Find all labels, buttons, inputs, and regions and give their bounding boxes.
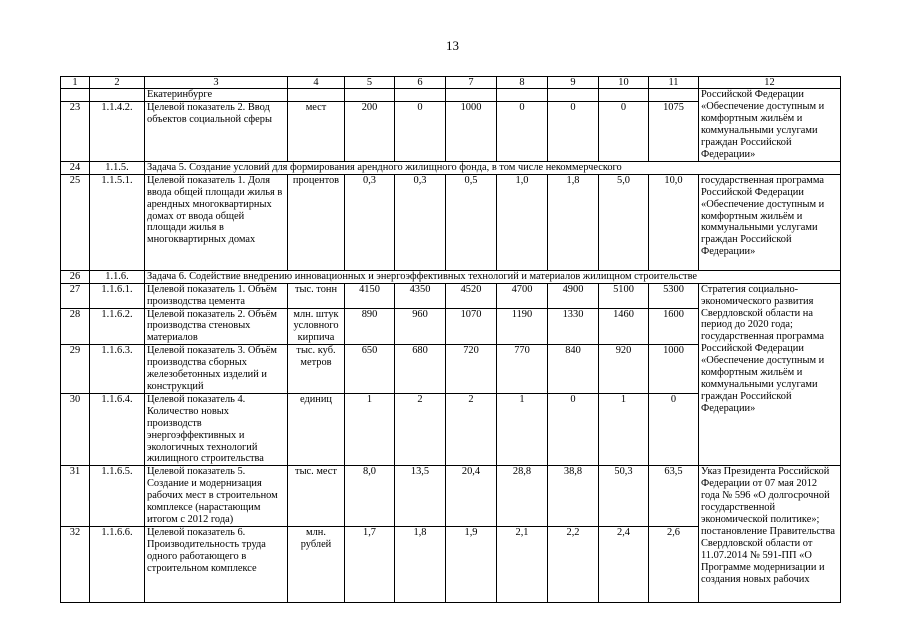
- value-cell: 1,9: [446, 527, 497, 603]
- value-cell: 1,0: [497, 174, 548, 270]
- unit-cell: тыс. куб. метров: [288, 345, 345, 394]
- row-code: 1.1.6.2.: [90, 308, 145, 345]
- table-row: [61, 174, 841, 270]
- row-code: 1.1.5.1.: [90, 174, 145, 270]
- unit-cell: млн. штук условного кирпича: [288, 308, 345, 345]
- value-cell: 720: [446, 345, 497, 394]
- value-cell: 4900: [548, 283, 599, 308]
- value-cell: 1070: [446, 308, 497, 345]
- header-cell: 11: [649, 77, 699, 89]
- value-cell: 10,0: [649, 174, 699, 270]
- task-title: Задача 5. Создание условий для формирования арендного жилищного фонда, в том числе некоммерческого: [145, 161, 841, 174]
- value-cell: 1: [345, 393, 395, 465]
- row-code: 1.1.6.1.: [90, 283, 145, 308]
- task-row: [61, 270, 841, 283]
- table-row: [61, 283, 841, 308]
- value-cell: 1,7: [345, 527, 395, 603]
- value-cell: 50,3: [599, 466, 649, 527]
- value-cell: 0,5: [446, 174, 497, 270]
- header-cell: 7: [446, 77, 497, 89]
- row-code: 1.1.5.: [90, 161, 145, 174]
- row-number: 25: [61, 174, 90, 270]
- value-cell: 0: [395, 101, 446, 161]
- value-cell: 960: [395, 308, 446, 345]
- value-cell: 1330: [548, 308, 599, 345]
- header-cell: 8: [497, 77, 548, 89]
- row-number: 29: [61, 345, 90, 394]
- value-cell: 0: [599, 101, 649, 161]
- page-number: 13: [446, 38, 459, 53]
- value-cell: 1: [497, 393, 548, 465]
- value-cell: 1460: [599, 308, 649, 345]
- row-number: 23: [61, 101, 90, 161]
- indicators-table: [60, 76, 841, 603]
- value-cell: 890: [345, 308, 395, 345]
- row-code: 1.1.6.5.: [90, 466, 145, 527]
- value-cell: 20,4: [446, 466, 497, 527]
- row-code: 1.1.6.6.: [90, 527, 145, 603]
- value-cell: 0,3: [345, 174, 395, 270]
- header-cell: 12: [699, 77, 841, 89]
- value-cell: 0: [497, 101, 548, 161]
- value-cell: 2: [446, 393, 497, 465]
- value-cell: 5,0: [599, 174, 649, 270]
- value-cell: 1000: [446, 101, 497, 161]
- table-row: [61, 89, 841, 102]
- value-cell: 2,6: [649, 527, 699, 603]
- value-cell: 4700: [497, 283, 548, 308]
- value-cell: 0: [649, 393, 699, 465]
- row-number: 32: [61, 527, 90, 603]
- program-cell: Российской Федерации: [699, 89, 841, 102]
- indicator-name: Целевой показатель 1. Доля ввода общей площади жилья в арендных многоквартирных домах от ввода общей площади жилья в многоквартирных домах: [145, 174, 288, 270]
- indicator-name: Екатеринбурге: [145, 89, 288, 102]
- value-cell: 2,2: [548, 527, 599, 603]
- table-row: [61, 101, 841, 161]
- program-cell: Стратегия социально-экономического развития Свердловской области на период до 2020 года; государственная программа Российской Федерации «Обеспечение доступным и комфортным жильём и коммунальными услугами граждан Российской Федерации»: [699, 283, 841, 466]
- row-code: 1.1.6.4.: [90, 393, 145, 465]
- value-cell: 1: [599, 393, 649, 465]
- value-cell: 0: [548, 101, 599, 161]
- program-cell: Указ Президента Российской Федерации от 07 мая 2012 года № 596 «О долгосрочной государственной экономической политике»; постановление Правительства Свердловской области от 11.07.2014 № 591-ПП «О Программе модернизации и создания новых рабочих: [699, 466, 841, 603]
- unit-cell: тыс. тонн: [288, 283, 345, 308]
- header-cell: 1: [61, 77, 90, 89]
- header-cell: 5: [345, 77, 395, 89]
- program-cell: «Обеспечение доступным и комфортным жильём и коммунальными услугами граждан Российской Федерации»: [699, 101, 841, 161]
- value-cell: 1,8: [548, 174, 599, 270]
- row-code: 1.1.6.3.: [90, 345, 145, 394]
- value-cell: 28,8: [497, 466, 548, 527]
- row-number: 27: [61, 283, 90, 308]
- value-cell: 63,5: [649, 466, 699, 527]
- value-cell: 0,3: [395, 174, 446, 270]
- value-cell: 680: [395, 345, 446, 394]
- value-cell: 13,5: [395, 466, 446, 527]
- indicator-name: Целевой показатель 6. Производительность труда одного работающего в строительном комплексе: [145, 527, 288, 603]
- value-cell: 5300: [649, 283, 699, 308]
- header-cell: 2: [90, 77, 145, 89]
- value-cell: 920: [599, 345, 649, 394]
- program-cell: государственная программа Российской Федерации «Обеспечение доступным и комфортным жильём и коммунальными услугами граждан Российской Федерации»: [699, 174, 841, 270]
- value-cell: 200: [345, 101, 395, 161]
- value-cell: 650: [345, 345, 395, 394]
- indicator-name: Целевой показатель 4. Количество новых производств энергоэффективных и экологичных технологий жилищного строительства: [145, 393, 288, 465]
- row-code: 1.1.4.2.: [90, 101, 145, 161]
- unit-cell: млн. рублей: [288, 527, 345, 603]
- value-cell: 4350: [395, 283, 446, 308]
- value-cell: 1075: [649, 101, 699, 161]
- unit-cell: тыс. мест: [288, 466, 345, 527]
- row-number: 24: [61, 161, 90, 174]
- value-cell: 8,0: [345, 466, 395, 527]
- indicator-name: Целевой показатель 5. Создание и модернизация рабочих мест в строительном комплексе (нарастающим итогом с 2012 года): [145, 466, 288, 527]
- value-cell: 1190: [497, 308, 548, 345]
- value-cell: 2,1: [497, 527, 548, 603]
- row-number: 26: [61, 270, 90, 283]
- value-cell: 2: [395, 393, 446, 465]
- header-cell: 3: [145, 77, 288, 89]
- value-cell: 2,4: [599, 527, 649, 603]
- value-cell: 1,8: [395, 527, 446, 603]
- value-cell: 1000: [649, 345, 699, 394]
- value-cell: 4520: [446, 283, 497, 308]
- value-cell: 840: [548, 345, 599, 394]
- row-number: 28: [61, 308, 90, 345]
- header-row: [61, 77, 841, 89]
- unit-cell: мест: [288, 101, 345, 161]
- value-cell: 0: [548, 393, 599, 465]
- value-cell: 38,8: [548, 466, 599, 527]
- value-cell: 5100: [599, 283, 649, 308]
- row-code: 1.1.6.: [90, 270, 145, 283]
- indicator-name: Целевой показатель 2. Объём производства стеновых материалов: [145, 308, 288, 345]
- value-cell: 770: [497, 345, 548, 394]
- value-cell: 4150: [345, 283, 395, 308]
- header-cell: 4: [288, 77, 345, 89]
- header-cell: 10: [599, 77, 649, 89]
- header-cell: 9: [548, 77, 599, 89]
- indicator-name: Целевой показатель 2. Ввод объектов социальной сферы: [145, 101, 288, 161]
- table-row: [61, 466, 841, 527]
- row-number: 31: [61, 466, 90, 527]
- header-cell: 6: [395, 77, 446, 89]
- indicator-name: Целевой показатель 3. Объём производства сборных железобетонных изделий и конструкций: [145, 345, 288, 394]
- row-number: 30: [61, 393, 90, 465]
- task-row: [61, 161, 841, 174]
- value-cell: 1600: [649, 308, 699, 345]
- unit-cell: процентов: [288, 174, 345, 270]
- indicator-name: Целевой показатель 1. Объём производства цемента: [145, 283, 288, 308]
- unit-cell: единиц: [288, 393, 345, 465]
- task-title: Задача 6. Содействие внедрению инновационных и энергоэффективных технологий и материалов жилищном строительстве: [145, 270, 841, 283]
